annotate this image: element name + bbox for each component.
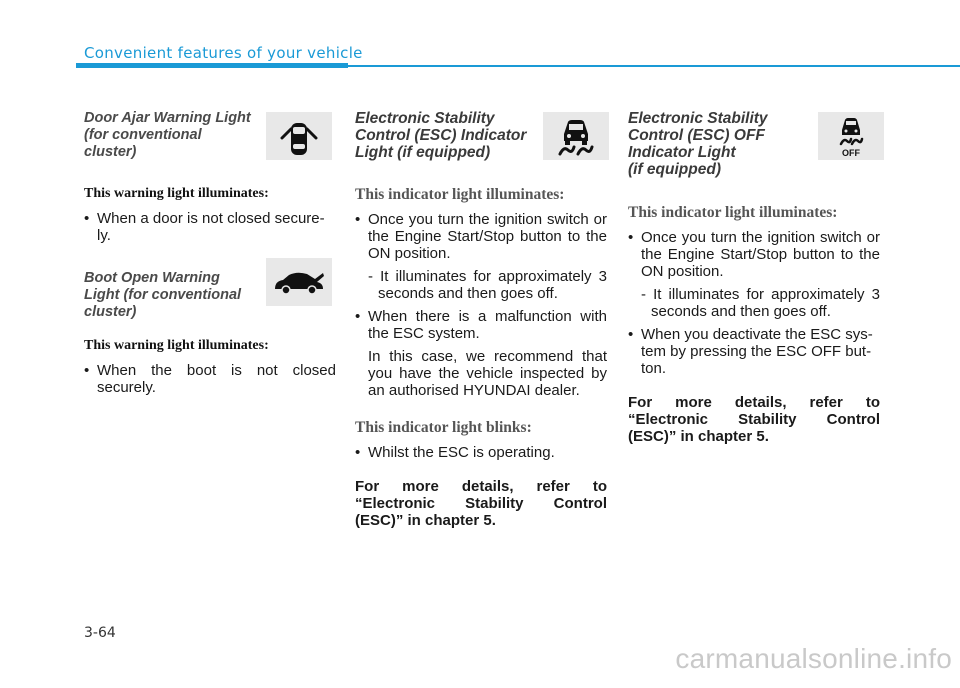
door-ajar-icon xyxy=(266,112,332,160)
boot-open-section-header xyxy=(84,270,336,322)
door-ajar-section-header xyxy=(84,110,336,162)
boot-open-subheading: This warning light illuminates: xyxy=(84,338,269,353)
door-ajar-bullet: • When a door is not closed secure- ly. xyxy=(84,210,336,244)
header-accent-bar xyxy=(76,63,348,68)
column-middle xyxy=(355,110,607,529)
watermark: carmanualsonline.info xyxy=(675,643,952,674)
esc-indicator-title: Electronic Stability Control (ESC) Indicator Light (if equipped) xyxy=(355,110,527,161)
esc-off-bullet-deactivate: • When you deactivate the ESC sys- tem by pressing the ESC OFF but- ton. xyxy=(628,326,880,377)
esc-off-subheading: This indicator light illuminates: xyxy=(628,204,838,221)
esc-indicator-section-header xyxy=(355,110,607,162)
esc-bullet-operating: • Whilst the ESC is operating. xyxy=(355,444,607,461)
esc-off-icon-label: OFF xyxy=(842,148,860,158)
header-rule xyxy=(348,65,960,67)
door-ajar-title: Door Ajar Warning Light (for conventional cluster) xyxy=(84,110,251,160)
esc-dash-duration: - It illuminates for approximately 3 seconds and then goes off. xyxy=(368,268,607,302)
door-ajar-subheading: This warning light illuminates: xyxy=(84,186,269,201)
esc-bullet-malfunction: • When there is a malfunction with the ESC system. xyxy=(355,308,607,342)
esc-off-section-header xyxy=(628,110,880,178)
esc-bullet-ignition: • Once you turn the ignition switch or the Engine Start/Stop button to the ON position. xyxy=(355,211,607,262)
esc-blinks-subheading: This indicator light blinks: xyxy=(355,419,532,436)
page-number: 3-64 xyxy=(84,625,116,641)
boot-open-bullet: • When the boot is not closed securely. xyxy=(84,362,336,396)
section-header-title: Convenient features of your vehicle xyxy=(84,44,363,62)
esc-off-icon xyxy=(818,112,884,160)
boot-open-title: Boot Open Warning Light (for conventional cluster) xyxy=(84,270,242,320)
esc-note-inspection: In this case, we recommend that you have the vehicle inspected by an authorised HYUNDAI dealer. xyxy=(368,348,607,399)
column-left xyxy=(84,110,336,396)
esc-off-title: Electronic Stability Control (ESC) OFF Indicator Light (if equipped) xyxy=(628,110,768,178)
esc-illuminates-subheading: This indicator light illuminates: xyxy=(355,186,565,203)
esc-indicator-icon xyxy=(543,112,609,160)
esc-reference-note: For more details, refer to “Electronic Stability Control (ESC)” in chapter 5. xyxy=(355,478,607,529)
esc-off-dash-duration: - It illuminates for approximately 3 seconds and then goes off. xyxy=(641,286,880,320)
esc-off-bullet-ignition: • Once you turn the ignition switch or the Engine Start/Stop button to the ON position. xyxy=(628,229,880,280)
esc-off-reference-note: For more details, refer to “Electronic Stability Control (ESC)” in chapter 5. xyxy=(628,394,880,445)
boot-open-icon xyxy=(266,258,332,306)
column-right xyxy=(628,110,880,445)
